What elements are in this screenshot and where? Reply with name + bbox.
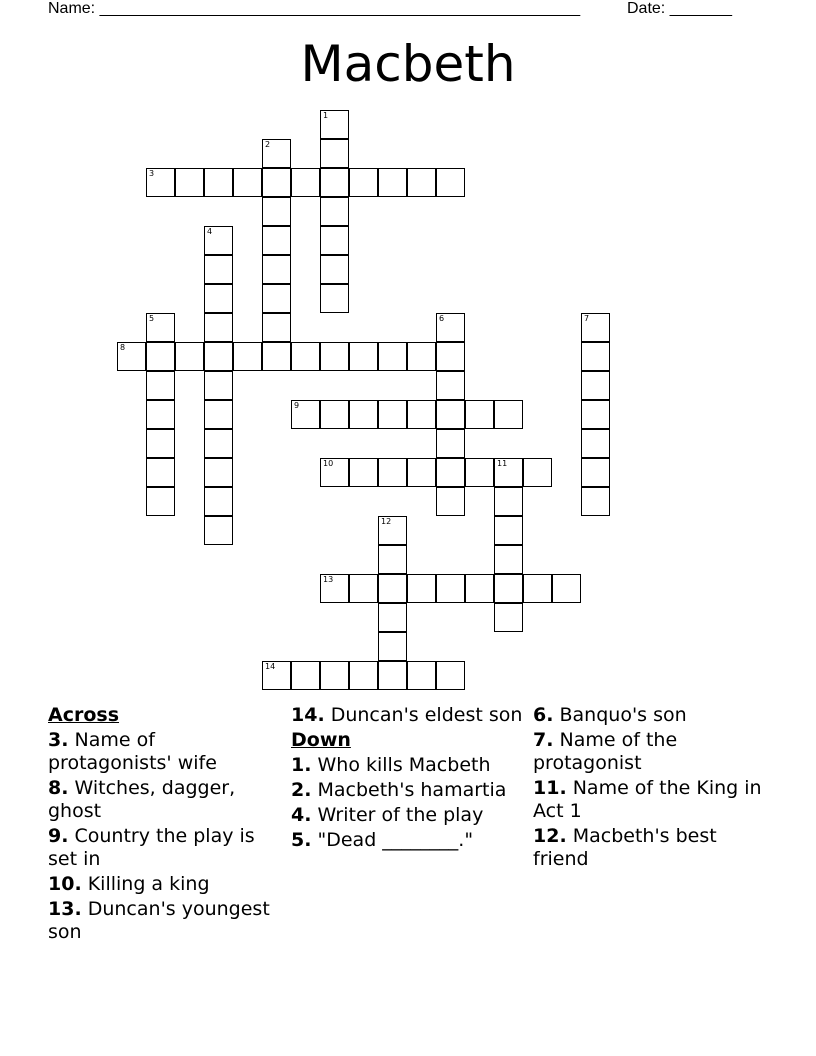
clue-down-6 <box>533 704 765 727</box>
crossword-cell[interactable] <box>378 574 407 603</box>
crossword-cell[interactable] <box>494 458 523 487</box>
clue-number: 10. <box>48 873 82 895</box>
crossword-cell[interactable] <box>146 400 175 429</box>
crossword-cell[interactable] <box>407 458 436 487</box>
crossword-cell[interactable] <box>581 313 610 342</box>
crossword-cell[interactable] <box>262 139 291 168</box>
crossword-cell[interactable] <box>204 255 233 284</box>
clue-down-5 <box>291 829 523 852</box>
crossword-cell[interactable] <box>465 574 494 603</box>
clue-text: Name of the King in Act 1 <box>533 777 762 822</box>
crossword-cell[interactable] <box>494 400 523 429</box>
clue-number: 12. <box>533 825 567 847</box>
cell-number: 8 <box>120 343 126 352</box>
cell-number: 4 <box>207 227 213 236</box>
crossword-cell[interactable] <box>233 342 262 371</box>
clue-number: 9. <box>48 825 69 847</box>
crossword-cell[interactable] <box>436 487 465 516</box>
crossword-cell[interactable] <box>436 574 465 603</box>
crossword-cell[interactable] <box>581 429 610 458</box>
crossword-cell[interactable] <box>378 168 407 197</box>
clue-down-7 <box>533 729 765 775</box>
clue-text: Name of the protagonist <box>533 729 678 774</box>
clue-number: 7. <box>533 729 554 751</box>
clues-column-2 <box>291 704 523 854</box>
crossword-cell[interactable] <box>146 342 175 371</box>
crossword-cell[interactable] <box>262 255 291 284</box>
clue-number: 6. <box>533 704 554 726</box>
crossword-cell[interactable] <box>407 574 436 603</box>
crossword-cell[interactable] <box>233 168 262 197</box>
clue-across-9 <box>48 825 280 871</box>
crossword-cell[interactable] <box>378 516 407 545</box>
cell-number: 13 <box>323 575 334 584</box>
crossword-cell[interactable] <box>204 487 233 516</box>
clue-text: Macbeth's hamartia <box>317 779 507 801</box>
crossword-cell[interactable] <box>262 313 291 342</box>
crossword-cell[interactable] <box>291 661 320 690</box>
crossword-cell[interactable] <box>349 574 378 603</box>
cell-number: 1 <box>323 111 329 120</box>
crossword-cell[interactable] <box>320 574 349 603</box>
cell-number: 12 <box>381 517 392 526</box>
clue-number: 14. <box>291 704 325 726</box>
date-field[interactable]: Date: _______ <box>627 0 732 17</box>
crossword-cell[interactable] <box>204 168 233 197</box>
crossword-cell[interactable] <box>204 342 233 371</box>
crossword-cell[interactable] <box>378 632 407 661</box>
clue-text: Writer of the play <box>317 804 484 826</box>
crossword-cell[interactable] <box>262 226 291 255</box>
crossword-cell[interactable] <box>146 371 175 400</box>
clue-number: 4. <box>291 804 312 826</box>
crossword-cell[interactable] <box>378 400 407 429</box>
crossword-cell[interactable] <box>581 342 610 371</box>
clue-down-11 <box>533 777 765 823</box>
crossword-cell[interactable] <box>204 516 233 545</box>
crossword-cell[interactable] <box>436 458 465 487</box>
clue-number: 1. <box>291 754 312 776</box>
clue-text: Macbeth's best friend <box>533 825 717 870</box>
crossword-cell[interactable] <box>552 574 581 603</box>
crossword-cell[interactable] <box>262 661 291 690</box>
clue-text: Duncan's youngest son <box>48 898 270 943</box>
crossword-cell[interactable] <box>175 342 204 371</box>
crossword-cell[interactable] <box>204 371 233 400</box>
crossword-cell[interactable] <box>465 458 494 487</box>
crossword-cell[interactable] <box>523 458 552 487</box>
clues-column-3 <box>533 704 765 873</box>
crossword-cell[interactable] <box>320 255 349 284</box>
crossword-cell[interactable] <box>436 400 465 429</box>
cell-number: 5 <box>149 314 155 323</box>
cell-number: 2 <box>265 140 271 149</box>
crossword-cell[interactable] <box>262 197 291 226</box>
crossword-cell[interactable] <box>349 400 378 429</box>
clue-number: 13. <box>48 898 82 920</box>
clue-text: "Dead ________." <box>317 829 474 851</box>
clue-number: 8. <box>48 777 69 799</box>
crossword-cell[interactable] <box>436 168 465 197</box>
crossword-cell[interactable] <box>494 545 523 574</box>
crossword-cell[interactable] <box>378 458 407 487</box>
crossword-cell[interactable] <box>204 313 233 342</box>
clue-across-8 <box>48 777 280 823</box>
clue-across-3 <box>48 729 280 775</box>
crossword-cell[interactable] <box>320 661 349 690</box>
cell-number: 11 <box>497 459 508 468</box>
crossword-cell[interactable] <box>146 429 175 458</box>
crossword-cell[interactable] <box>117 342 146 371</box>
cell-number: 3 <box>149 169 155 178</box>
crossword-cell[interactable] <box>146 168 175 197</box>
crossword-cell[interactable] <box>262 284 291 313</box>
crossword-cell[interactable] <box>349 168 378 197</box>
crossword-cell[interactable] <box>378 545 407 574</box>
across-heading: Across <box>48 704 120 726</box>
crossword-cell[interactable] <box>581 371 610 400</box>
clue-down-4 <box>291 804 523 827</box>
crossword-cell[interactable] <box>378 603 407 632</box>
crossword-cell[interactable] <box>407 400 436 429</box>
crossword-cell[interactable] <box>494 516 523 545</box>
clue-text: Country the play is set in <box>48 825 255 870</box>
crossword-cell[interactable] <box>146 313 175 342</box>
crossword-cell[interactable] <box>320 284 349 313</box>
crossword-cell[interactable] <box>146 458 175 487</box>
crossword-cell[interactable] <box>291 342 320 371</box>
crossword-cell[interactable] <box>436 342 465 371</box>
crossword-cell[interactable] <box>349 458 378 487</box>
cell-number: 10 <box>323 459 334 468</box>
crossword-cell[interactable] <box>581 487 610 516</box>
clue-number: 5. <box>291 829 312 851</box>
crossword-cell[interactable] <box>320 139 349 168</box>
clue-text: Duncan's eldest son <box>330 704 523 726</box>
crossword-cell[interactable] <box>204 458 233 487</box>
crossword-cell[interactable] <box>291 168 320 197</box>
clue-text: Name of protagonists' wife <box>48 729 217 774</box>
crossword-cell[interactable] <box>204 429 233 458</box>
crossword-cell[interactable] <box>465 400 494 429</box>
down-heading: Down <box>291 729 351 751</box>
crossword-cell[interactable] <box>320 400 349 429</box>
crossword-cell[interactable] <box>204 226 233 255</box>
crossword-cell[interactable] <box>436 429 465 458</box>
clue-number: 3. <box>48 729 69 751</box>
crossword-cell[interactable] <box>320 168 349 197</box>
crossword-cell[interactable] <box>349 342 378 371</box>
clues-column-1 <box>48 704 280 946</box>
crossword-cell[interactable] <box>320 197 349 226</box>
clue-across-14 <box>291 704 523 727</box>
crossword-cell[interactable] <box>175 168 204 197</box>
clue-text: Who kills Macbeth <box>317 754 491 776</box>
clue-across-10 <box>48 873 280 896</box>
clue-number: 11. <box>533 777 567 799</box>
crossword-cell[interactable] <box>204 400 233 429</box>
page-title: Macbeth <box>300 35 516 93</box>
crossword-cell[interactable] <box>494 574 523 603</box>
crossword-cell[interactable] <box>436 313 465 342</box>
clue-number: 2. <box>291 779 312 801</box>
crossword-cell[interactable] <box>320 458 349 487</box>
crossword-cell[interactable] <box>146 487 175 516</box>
crossword-cell[interactable] <box>349 661 378 690</box>
crossword-cell[interactable] <box>407 342 436 371</box>
clue-text: Witches, dagger, ghost <box>48 777 236 822</box>
crossword-cell[interactable] <box>291 400 320 429</box>
clue-down-1 <box>291 754 523 777</box>
crossword-cell[interactable] <box>494 487 523 516</box>
crossword-cell[interactable] <box>407 168 436 197</box>
clue-text: Killing a king <box>87 873 210 895</box>
crossword-cell[interactable] <box>262 342 291 371</box>
crossword-cell[interactable] <box>378 661 407 690</box>
crossword-cell[interactable] <box>494 603 523 632</box>
clue-down-12 <box>533 825 765 871</box>
cell-number: 9 <box>294 401 300 410</box>
crossword-cell[interactable] <box>320 226 349 255</box>
crossword-cell[interactable] <box>436 371 465 400</box>
crossword-cell[interactable] <box>523 574 552 603</box>
cell-number: 7 <box>584 314 590 323</box>
cell-number: 6 <box>439 314 445 323</box>
crossword-cell[interactable] <box>581 458 610 487</box>
crossword-cell[interactable] <box>407 661 436 690</box>
crossword-cell[interactable] <box>204 284 233 313</box>
name-field[interactable]: Name: ______________________________________________________ <box>48 0 581 17</box>
crossword-cell[interactable] <box>320 110 349 139</box>
crossword-cell[interactable] <box>436 661 465 690</box>
clue-down-2 <box>291 779 523 802</box>
clue-across-13 <box>48 898 280 944</box>
crossword-cell[interactable] <box>262 168 291 197</box>
crossword-cell[interactable] <box>320 342 349 371</box>
crossword-cell[interactable] <box>378 342 407 371</box>
clue-text: Banquo's son <box>559 704 687 726</box>
cell-number: 14 <box>265 662 276 671</box>
crossword-cell[interactable] <box>581 400 610 429</box>
